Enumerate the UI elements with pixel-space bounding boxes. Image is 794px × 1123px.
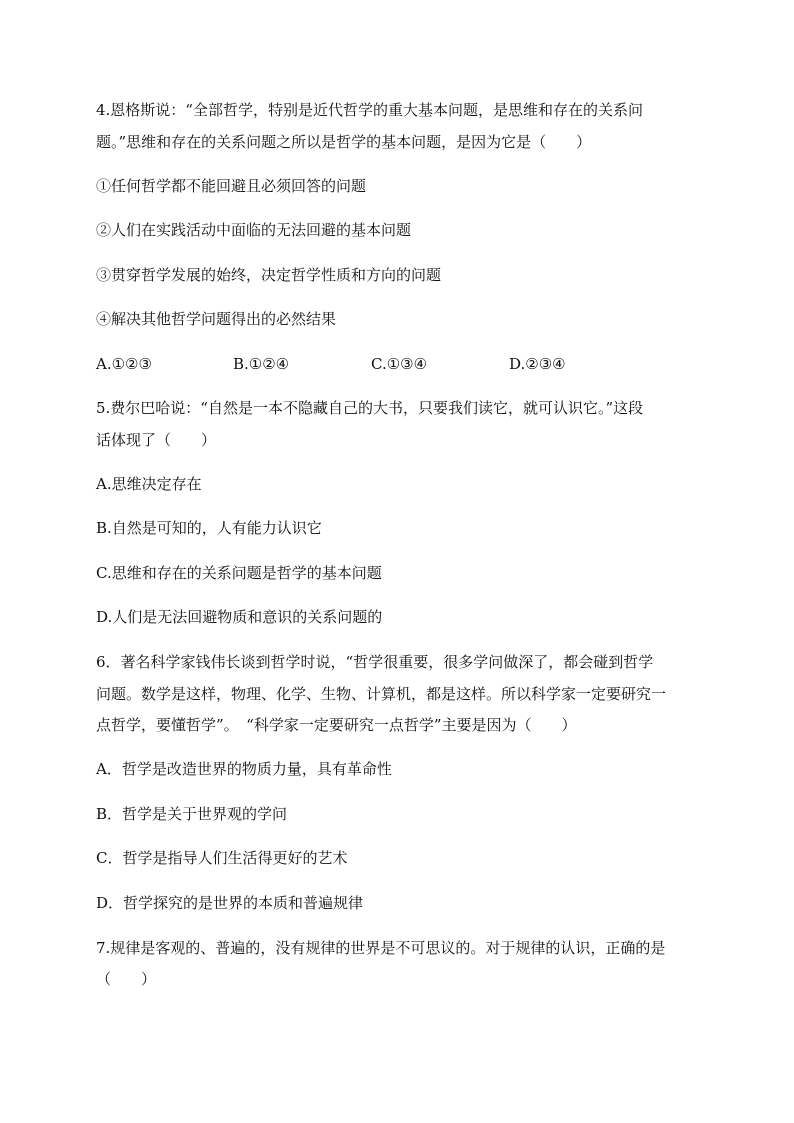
q4-statement-1: ①任何哲学都不能回避且必须回答的问题 [96, 177, 367, 195]
q5-option-d: D.人们是无法回避物质和意识的关系问题的 [96, 608, 383, 626]
q5-option-c: C.思维和存在的关系问题是哲学的基本问题 [96, 564, 382, 582]
q6-option-d: D．哲学探究的是世界的本质和普遍规律 [96, 894, 364, 912]
q4-option-b: B.①②④ [233, 355, 290, 373]
q4-option-d: D.②③④ [509, 355, 566, 373]
q4-statement-4: ④解决其他哲学问题得出的必然结果 [96, 310, 337, 328]
q7-stem-line-1: 7.规律是客观的、普遍的，没有规律的世界是不可思议的。对于规律的认识，正确的是 [96, 939, 666, 957]
q4-statement-2: ②人们在实践活动中面临的无法回避的基本问题 [96, 221, 412, 239]
q6-stem-line-2: 问题。数学是这样，物理、化学、生物、计算机，都是这样。所以科学家一定要研究一 [96, 685, 667, 703]
q4-stem-line-1: 4.恩格斯说：“全部哲学，特别是近代哲学的重大基本问题，是思维和存在的关系问 [96, 101, 643, 119]
q6-option-a: A．哲学是改造世界的物质力量，具有革命性 [96, 760, 392, 778]
q5-option-a: A.思维决定存在 [96, 475, 202, 493]
q4-option-a: A.①②③ [96, 355, 152, 373]
q6-option-c: C．哲学是指导人们生活得更好的艺术 [96, 849, 348, 867]
q6-option-b: B．哲学是关于世界观的学问 [96, 805, 288, 823]
q4-statement-3: ③贯穿哲学发展的始终，决定哲学性质和方向的问题 [96, 266, 442, 284]
q4-options-row [96, 354, 716, 374]
q5-option-b: B.自然是可知的，人有能力认识它 [96, 519, 322, 537]
q5-stem-line-2: 话体现了（ ） [96, 431, 217, 449]
q6-stem-line-1: 6．著名科学家钱伟长谈到哲学时说，“哲学很重要，很多学问做深了，都会碰到哲学 [96, 653, 654, 671]
q4-stem-line-2: 题。”思维和存在的关系问题之所以是哲学的基本问题，是因为它是（ ） [96, 133, 592, 151]
q4-option-c: C.①③④ [371, 355, 428, 373]
q6-stem-line-3: 点哲学，要懂哲学”。 “科学家一定要研究一点哲学”主要是因为（ ） [96, 716, 577, 734]
q7-stem-line-2: （ ） [96, 970, 157, 988]
q5-stem-line-1: 5.费尔巴哈说：“自然是一本不隐藏自己的大书，只要我们读它，就可认识它。”这段 [96, 399, 644, 417]
